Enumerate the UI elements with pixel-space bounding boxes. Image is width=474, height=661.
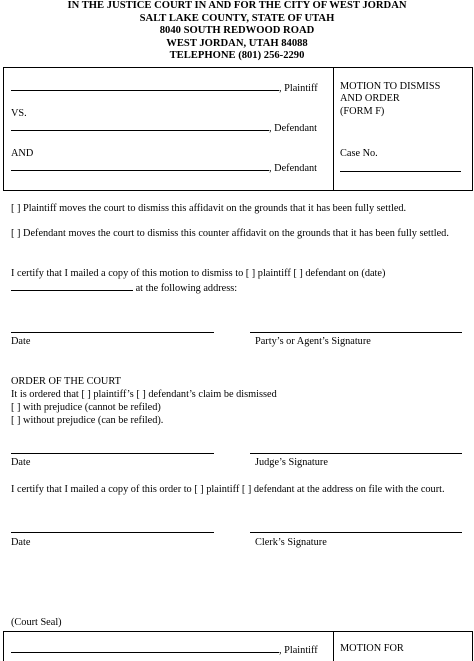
- motion-certify-text: I certify that I mailed a copy of this motion to dismiss to [ ] plaintiff [ ] defendant on (date): [11, 268, 386, 279]
- motion-title-line1: MOTION TO DISMISS: [340, 81, 441, 92]
- plaintiff-name-field[interactable]: [11, 81, 279, 91]
- motion-date-line[interactable]: [11, 332, 214, 333]
- footer-caption-right-border: [472, 631, 473, 661]
- and-label: AND: [11, 148, 34, 159]
- court-name: IN THE JUSTICE COURT IN AND FOR THE CITY OF WEST JORDAN: [67, 0, 407, 11]
- mailing-date-row: [11, 281, 237, 295]
- order-dismiss-text: It is ordered that [ ] plaintiff’s [ ] defendant’s claim be dismissed: [11, 389, 277, 400]
- footer-plaintiff-name-field[interactable]: [11, 643, 279, 653]
- defendant2-row: [11, 161, 317, 175]
- defendant-name-field[interactable]: [11, 121, 269, 131]
- order-heading: ORDER OF THE COURT: [11, 376, 121, 387]
- motion-title: [340, 81, 440, 118]
- vs-label: VS.: [11, 108, 27, 119]
- defendant-row: [11, 121, 317, 135]
- order-date-line[interactable]: [11, 453, 214, 454]
- with-prejudice-option[interactable]: [ ] with prejudice (cannot be refiled): [11, 402, 161, 413]
- clerk-date-label: Date: [11, 537, 31, 548]
- court-street-address: 8040 SOUTH REDWOOD ROAD: [159, 25, 315, 37]
- footer-motion-title: MOTION FOR: [340, 643, 404, 654]
- footer-plaintiff-row: [11, 643, 318, 657]
- order-date-label: Date: [11, 457, 31, 468]
- footer-caption-divider: [333, 631, 334, 661]
- plaintiff-row: [11, 81, 318, 95]
- footer-caption-left-border: [3, 631, 4, 661]
- case-number-label: Case No.: [340, 148, 378, 159]
- address-label: at the following address:: [133, 283, 238, 294]
- motion-title-line2: AND ORDER: [340, 93, 400, 105]
- case-number-field[interactable]: [340, 171, 461, 172]
- caption-divider: [333, 67, 334, 191]
- motion-title-line3: (FORM F): [340, 105, 385, 117]
- court-city-zip: WEST JORDAN, UTAH 84088: [166, 37, 308, 49]
- second-defendant-name-field[interactable]: [11, 161, 269, 171]
- defendant2-label: , Defendant: [269, 163, 318, 174]
- without-prejudice-option[interactable]: [ ] without prejudice (can be refiled).: [11, 415, 164, 426]
- court-seal-label: (Court Seal): [11, 617, 62, 628]
- clerk-signature-line[interactable]: [250, 532, 462, 533]
- plaintiff-label: , Plaintiff: [279, 83, 318, 94]
- plaintiff-motion-option[interactable]: [ ] Plaintiff moves the court to dismiss this affidavit on the grounds that it has been fully settled.: [11, 203, 407, 214]
- footer-plaintiff-label: , Plaintiff: [279, 645, 318, 656]
- defendant-label: , Defendant: [269, 123, 318, 134]
- motion-date-label: Date: [11, 336, 31, 347]
- party-signature-line[interactable]: [250, 332, 462, 333]
- county-state: SALT LAKE COUNTY, STATE OF UTAH: [139, 12, 335, 24]
- order-certify-text: I certify that I mailed a copy of this order to [ ] plaintiff [ ] defendant at the address on file with the court.: [11, 484, 445, 495]
- party-signature-label: Party’s or Agent’s Signature: [255, 336, 371, 347]
- footer-caption-top-border: [3, 631, 473, 632]
- court-telephone: TELEPHONE (801) 256-2290: [169, 50, 305, 62]
- judge-signature-label: Judge’s Signature: [255, 457, 328, 468]
- defendant-motion-option[interactable]: [ ] Defendant moves the court to dismiss this counter affidavit on the grounds that it has been fully settled.: [11, 228, 449, 239]
- clerk-date-line[interactable]: [11, 532, 214, 533]
- court-header: [0, 0, 474, 63]
- judge-signature-line[interactable]: [250, 453, 462, 454]
- clerk-signature-label: Clerk’s Signature: [255, 537, 327, 548]
- mailing-date-field[interactable]: [11, 281, 133, 291]
